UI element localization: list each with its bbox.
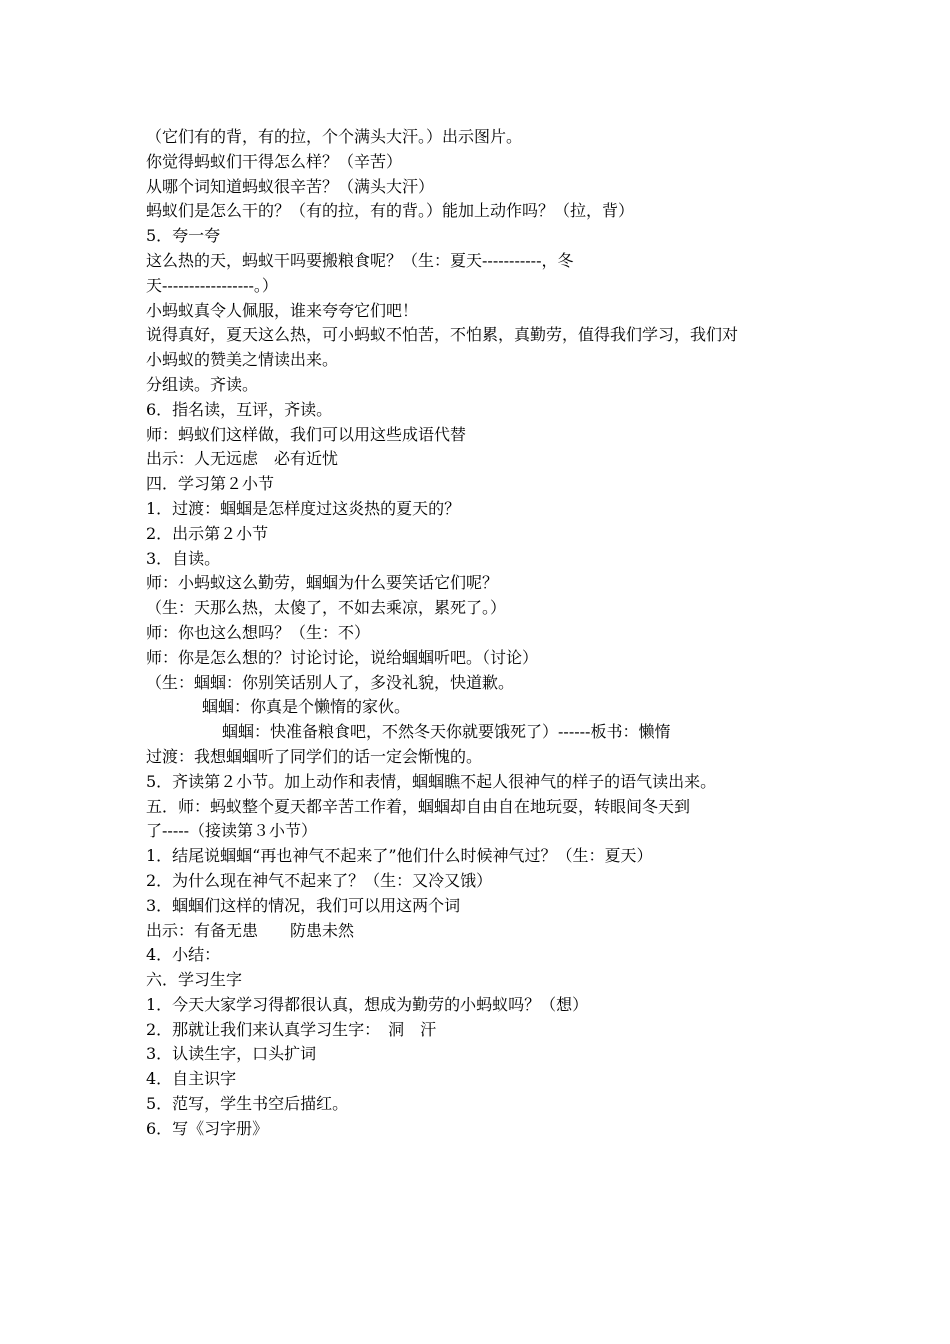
text-line: 从哪个词知道蚂蚁很辛苦？（满头大汗） (146, 176, 435, 196)
text-line: 分组读。齐读。 (146, 374, 259, 394)
text-line: 天-----------------。） (146, 275, 278, 295)
list-item: 3．蝈蝈们这样的情况，我们可以用这两个词 (146, 895, 461, 915)
text-line: 师：蚂蚁们这样做，我们可以用这些成语代替 (146, 424, 467, 444)
text-line: 师：你也这么想吗？（生：不） (146, 622, 371, 642)
text-line: 过渡：我想蝈蝈听了同学们的话一定会惭愧的。 (146, 746, 483, 766)
section-heading: 5．夸一夸 (146, 226, 221, 246)
text-line: （生：蝈蝈：你别笑话别人了，多没礼貌，快道歉。 (146, 672, 515, 692)
text-line: 了-----（接读第３小节） (146, 821, 318, 841)
list-item: 4．小结： (146, 945, 221, 965)
text-line: 出示：人无远虑 必有近忧 (146, 449, 339, 469)
list-item: 5．齐读第２小节。加上动作和表情，蝈蝈瞧不起人很神气的样子的语气读出来。 (146, 771, 717, 791)
list-item: 1．今天大家学习得都很认真，想成为勤劳的小蚂蚁吗？（想） (146, 994, 589, 1014)
text-line: 出示：有备无患 防患未然 (146, 920, 355, 940)
list-item: 2．出示第２小节 (146, 523, 269, 543)
section-heading: 五．师：蚂蚁整个夏天都辛苦工作着，蝈蝈却自由自在地玩耍，转眼间冬天到 (146, 796, 691, 816)
list-item: 3．自读。 (146, 548, 221, 568)
text-line: 你觉得蚂蚁们干得怎么样？（辛苦） (146, 151, 403, 171)
text-line: 说得真好，夏天这么热，可小蚂蚁不怕苦，不怕累，真勤劳，值得我们学习，我们对 (146, 325, 739, 345)
list-item: 4．自主识字 (146, 1069, 237, 1089)
list-item: 2．为什么现在神气不起来了？（生：又冷又饿） (146, 870, 493, 890)
text-line: 蝈蝈：你真是个懒惰的家伙。 (202, 697, 411, 717)
section-heading: 四．学习第２小节 (146, 474, 275, 494)
text-line: 师：你是怎么想的？讨论讨论，说给蝈蝈听吧。（讨论） (146, 647, 539, 667)
text-line: （生：天那么热，太傻了，不如去乘凉，累死了。） (146, 598, 507, 618)
list-item: 2．那就让我们来认真学习生字： 洞 汗 (146, 1019, 437, 1039)
text-line: 小蚂蚁的赞美之情读出来。 (146, 350, 339, 370)
list-item: 3．认读生字，口头扩词 (146, 1044, 317, 1064)
list-item: 1．结尾说蝈蝈“再也神气不起来了”他们什么时候神气过？（生：夏天） (146, 846, 653, 866)
document-body (146, 125, 816, 1142)
list-item: 5．范写，学生书空后描红。 (146, 1094, 349, 1114)
text-line: 这么热的天，蚂蚁干吗要搬粮食呢？（生：夏天-----------，冬 (146, 250, 574, 270)
section-heading: 6．指名读，互评，齐读。 (146, 399, 333, 419)
text-line: （它们有的背，有的拉，个个满头大汗。）出示图片。 (146, 127, 523, 146)
text-line: 蚂蚁们是怎么干的？（有的拉，有的背。）能加上动作吗？（拉，背） (146, 201, 635, 221)
text-line: 蝈蝈：快准备粮食吧，不然冬天你就要饿死了）------板书：懒惰 (222, 722, 671, 742)
list-item: 1．过渡：蝈蝈是怎样度过这炎热的夏天的？ (146, 498, 461, 518)
section-heading: 六．学习生字 (146, 970, 243, 990)
text-line: 师：小蚂蚁这么勤劳，蝈蝈为什么要笑话它们呢？ (146, 573, 499, 593)
text-line: 小蚂蚁真令人佩服，谁来夸夸它们吧！ (146, 300, 419, 320)
list-item: 6．写《习字册》 (146, 1118, 269, 1138)
